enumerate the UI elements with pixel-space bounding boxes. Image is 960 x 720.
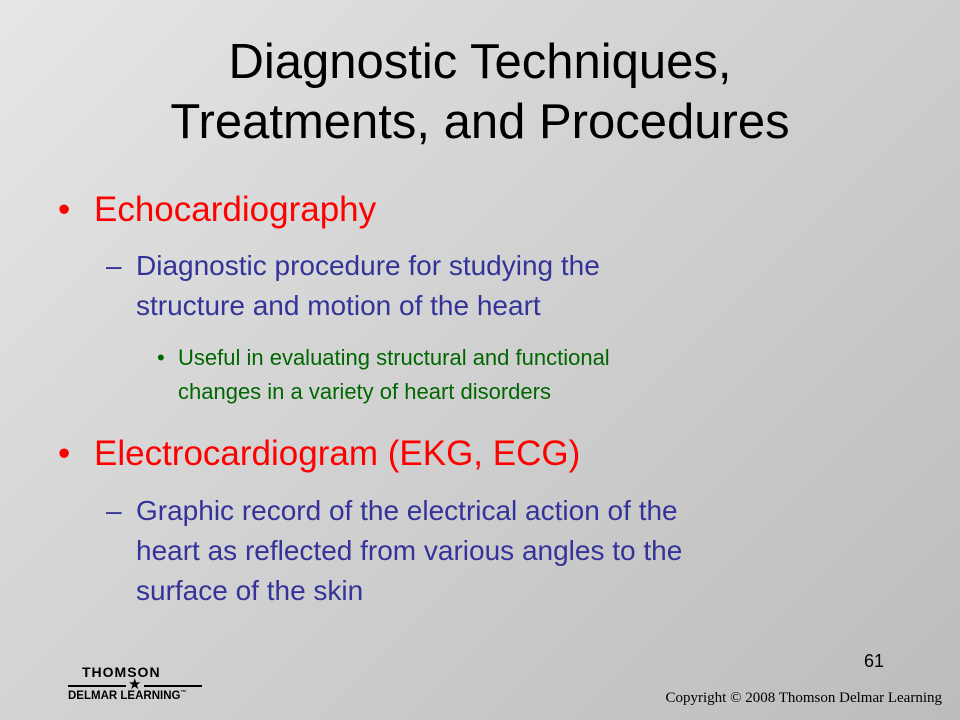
- copyright-notice: Copyright © 2008 Thomson Delmar Learning: [665, 690, 942, 706]
- dash-icon: –: [106, 495, 122, 526]
- sub-bullet-line: surface of the skin: [136, 575, 364, 606]
- logo-bottom-label: DELMAR LEARNING: [68, 690, 181, 702]
- detail-bullet-echo-usage: [157, 341, 610, 409]
- sub-bullet-line: structure and motion of the heart: [136, 290, 541, 321]
- bullet-electrocardiogram: [58, 434, 580, 474]
- thomson-delmar-logo: [68, 664, 208, 704]
- bullet-icon: •: [58, 434, 71, 473]
- logo-rule-right: [144, 685, 202, 687]
- sub-bullet-line: Diagnostic procedure for studying the: [136, 250, 600, 281]
- sub-bullet-ekg-definition: [106, 491, 682, 611]
- bullet-echocardiography: [58, 190, 376, 230]
- sub-bullet-line: heart as reflected from various angles to the: [136, 535, 683, 566]
- bullet-icon: •: [58, 190, 71, 229]
- sub-bullet-echo-definition: [106, 246, 600, 326]
- slide-title-line-1: Diagnostic Techniques,: [228, 35, 732, 89]
- sub-bullet-line: Graphic record of the electrical action of the: [136, 495, 678, 526]
- logo-top-text: THOMSON: [82, 664, 161, 680]
- trademark-icon: ™: [180, 690, 187, 696]
- small-bullet-icon: •: [157, 345, 165, 370]
- bullet-heading: Echocardiography: [94, 190, 377, 229]
- slide-title: [0, 32, 960, 152]
- detail-line: changes in a variety of heart disorders: [178, 379, 551, 404]
- detail-line: Useful in evaluating structural and functional: [178, 345, 610, 370]
- slide-title-line-2: Treatments, and Procedures: [170, 95, 790, 149]
- logo-bottom-text: [68, 690, 186, 702]
- star-icon: ★: [128, 676, 142, 693]
- page-number: 61: [864, 651, 885, 671]
- logo-rule-left: [68, 685, 126, 687]
- dash-icon: –: [106, 250, 122, 281]
- bullet-heading: Electrocardiogram (EKG, ECG): [94, 434, 581, 473]
